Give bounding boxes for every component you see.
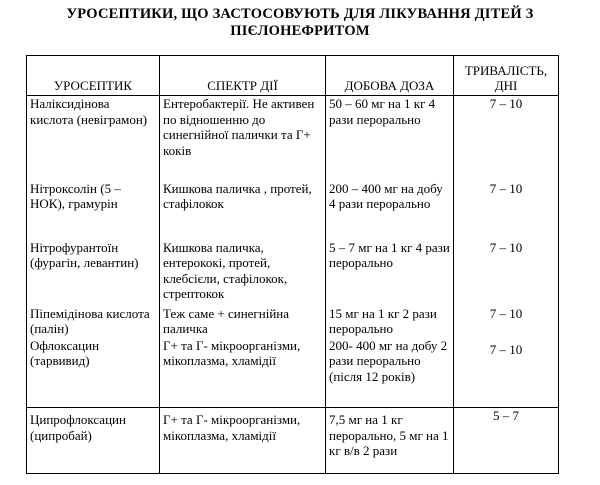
cell-dose: 15 мг на 1 кг 2 рази перорально <box>326 304 454 338</box>
cell-duration: 7 – 10 <box>454 181 559 234</box>
cell-spectrum: Г+ та Г- мікроорганізми, мікоплазма, хламідії <box>160 338 326 408</box>
header-duration-line-1: ТРИВАЛІСТЬ, <box>464 62 548 78</box>
page-title <box>40 6 560 40</box>
cell-dose: 7,5 мг на 1 кг перорально, 5 мг на 1 кг в/в 2 рази <box>326 408 454 474</box>
cell-uroseptic: Ципрофлоксацин (ципробай) <box>27 408 160 474</box>
cell-uroseptic: Піпемідінова кислота (палін) <box>27 304 160 338</box>
title-line-1: УРОСЕПТИКИ, ЩО ЗАСТОСОВУЮТЬ ДЛЯ ЛІКУВАННЯ ДІТЕЙ З <box>66 6 534 22</box>
cell-dose: 200 – 400 мг на добу 4 рази перорально <box>326 181 454 234</box>
header-duration <box>454 56 559 96</box>
table-header-row <box>27 56 559 96</box>
cell-uroseptic: Офлоксацин (тарвивид) <box>27 338 160 408</box>
cell-dose: 200- 400 мг на добу 2 рази перорально (після 12 років) <box>326 338 454 408</box>
table-row <box>27 338 559 408</box>
cell-spectrum: Г+ та Г- мікроорганізми, мікоплазма, хламідії <box>160 408 326 474</box>
table-row <box>27 234 559 304</box>
cell-duration: 7 – 10 <box>454 234 559 304</box>
cell-duration: 7 – 10 <box>454 338 559 408</box>
table-row <box>27 304 559 338</box>
table-row <box>27 96 559 181</box>
uroseptics-table <box>26 55 559 474</box>
cell-dose: 50 – 60 мг на 1 кг 4 рази перорально <box>326 96 454 181</box>
cell-spectrum: Ентеробактерії. Не активен по відношенню до синегнійної палички та Г+ коків <box>160 96 326 181</box>
cell-uroseptic: Нітрофурантоїн (фурагін, левантин) <box>27 234 160 304</box>
header-dose: ДОБОВА ДОЗА <box>326 56 454 96</box>
cell-uroseptic: Наліксидінова кислота (невіграмон) <box>27 96 160 181</box>
cell-duration: 7 – 10 <box>454 304 559 338</box>
cell-duration: 7 – 10 <box>454 96 559 181</box>
cell-spectrum: Кишкова паличка, ентерококі, протей, клебсієли, стафілокок, стрептокок <box>160 234 326 304</box>
header-uroseptic: УРОСЕПТИК <box>27 56 160 96</box>
title-line-2: ПІЄЛОНЕФРИТОМ <box>230 23 370 39</box>
header-duration-line-2: ДНІ <box>494 78 518 94</box>
header-spectrum: СПЕКТР ДІЇ <box>160 56 326 96</box>
cell-duration: 5 – 7 <box>454 408 559 474</box>
cell-spectrum: Кишкова паличка , протей, стафілокок <box>160 181 326 234</box>
cell-dose: 5 – 7 мг на 1 кг 4 рази перорально <box>326 234 454 304</box>
table-row <box>27 181 559 234</box>
table-row <box>27 408 559 474</box>
cell-spectrum: Теж саме + синегнійна паличка <box>160 304 326 338</box>
cell-uroseptic: Нітроксолін (5 – НОК), грамурін <box>27 181 160 234</box>
